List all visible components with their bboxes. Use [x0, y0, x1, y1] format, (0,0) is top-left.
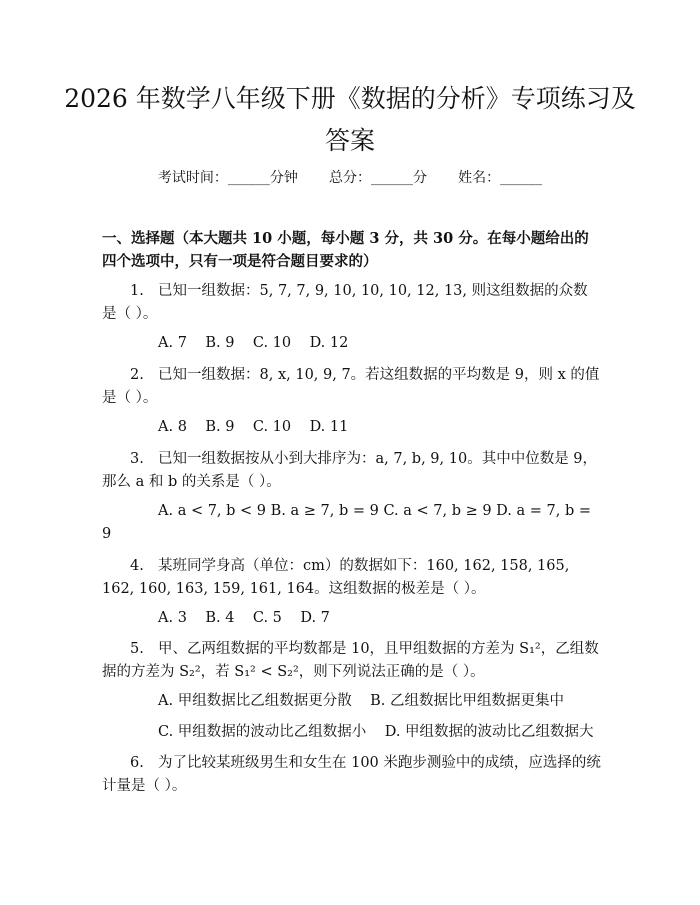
document-title: 2026 年数学八年级下册《数据的分析》专项练习及答案 [64, 84, 636, 155]
question-4: 4. 某班同学身高（单位：cm）的数据如下：160, 162, 158, 165, 162, 160, 163, 159, 161, 164。这组数据的极差是（ ）。 [102, 558, 570, 597]
exam-time-field: 考试时间：______分钟 [157, 170, 298, 186]
question-3-options: A. a < 7, b < 9 B. a ≥ 7, b = 9 C. a < 7, b ≥ 9 D. a = 7, b = 9 [102, 503, 592, 542]
question-1-options: A. 7 B. 9 C. 10 D. 12 [158, 335, 349, 351]
question-5-options-row2: C. 甲组数据的波动比乙组数据小 D. 甲组数据的波动比乙组数据大 [158, 724, 594, 740]
student-name-field: 姓名：______ [458, 170, 543, 186]
total-score-field: 总分：______分 [329, 170, 427, 186]
exam-meta [0, 167, 700, 189]
question-2: 2. 已知一组数据：8, x, 10, 9, 7。若这组数据的平均数是 9，则 x 的值是（ ）。 [102, 367, 600, 406]
question-5-options-row1: A. 甲组数据比乙组数据更分散 B. 乙组数据比甲组数据更集中 [158, 693, 564, 709]
question-3: 3. 已知一组数据按从小到大排序为：a, 7, b, 9, 10。其中中位数是 9，那么 a 和 b 的关系是（ ）。 [102, 451, 598, 490]
question-6: 6. 为了比较某班级男生和女生在 100 米跑步测验中的成绩，应选择的统计量是（ ）。 [102, 755, 601, 794]
question-2-options: A. 8 B. 9 C. 10 D. 11 [158, 419, 349, 435]
question-1: 1. 已知一组数据：5, 7, 7, 9, 10, 10, 10, 12, 13, 则这组数据的众数是（ ）。 [102, 283, 588, 322]
question-4-options: A. 3 B. 4 C. 5 D. 7 [158, 610, 330, 626]
question-5: 5. 甲、乙两组数据的平均数都是 10，且甲组数据的方差为 S₁²，乙组数据的方差为 S₂²，若 S₁² < S₂²，则下列说法正确的是（ ）。 [102, 641, 599, 680]
section-heading: 一、选择题（本大题共 10 小题，每小题 3 分，共 30 分。在每小题给出的四个选项中，只有一项是符合题目要求的） [102, 230, 589, 270]
